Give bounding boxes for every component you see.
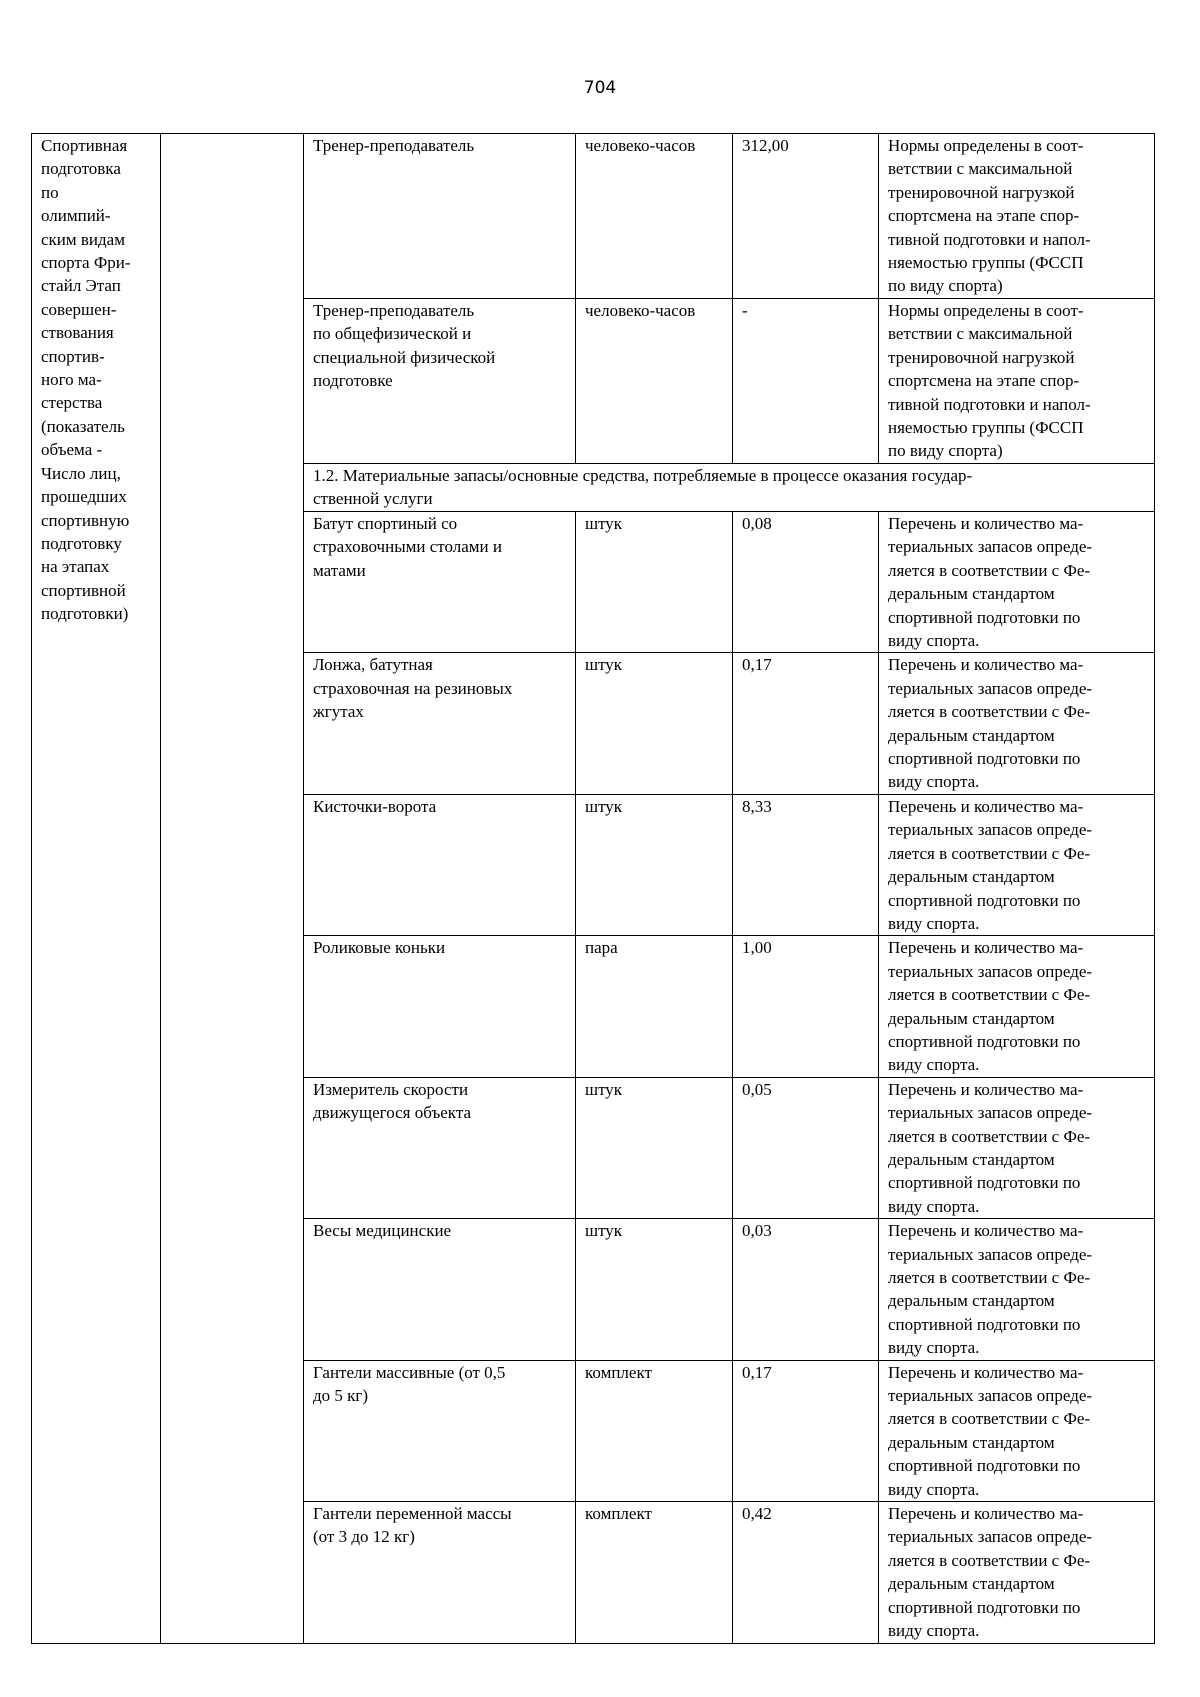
cell-line: Гантели переменной массы bbox=[313, 1504, 512, 1524]
note-cell bbox=[879, 794, 1155, 935]
cell-line: по bbox=[41, 182, 59, 202]
cell-line: стерства bbox=[41, 393, 103, 413]
cell-line: ским видам bbox=[41, 229, 125, 249]
cell-line: тивной подготовки и напол- bbox=[888, 394, 1091, 414]
cell-line: ляется в соответствии с Фе- bbox=[888, 1409, 1091, 1429]
cell-line: териальных запасов опреде- bbox=[888, 1386, 1093, 1406]
cell-line: человеко-часов bbox=[585, 136, 696, 155]
cell-line: ляется в соответствии с Фе- bbox=[888, 1550, 1091, 1570]
cell-line: няемостью группы (ФССП bbox=[888, 418, 1084, 438]
cell-line: деральным стандартом bbox=[888, 725, 1055, 745]
cell-line: прошедших bbox=[41, 487, 127, 507]
cell-line: Перечень и количество ма- bbox=[888, 1221, 1084, 1241]
cell-line: деральным стандартом bbox=[888, 1149, 1055, 1169]
value-cell bbox=[733, 653, 879, 794]
cell-line: спортивной подготовки по bbox=[888, 890, 1081, 910]
cell-line: олимпий- bbox=[41, 206, 111, 226]
cell-line: Гантели массивные (от 0,5 bbox=[313, 1362, 506, 1382]
cell-line: комплект bbox=[585, 1362, 652, 1382]
cell-line: виду спорта. bbox=[888, 1338, 980, 1358]
value-cell bbox=[733, 299, 879, 464]
note-cell bbox=[879, 512, 1155, 653]
unit-cell bbox=[576, 936, 733, 1077]
cell-line: 0,17 bbox=[742, 1362, 772, 1382]
cell-line: териальных запасов опреде- bbox=[888, 537, 1093, 557]
cell-line: тренировочной нагрузкой bbox=[888, 182, 1075, 202]
empty-cell bbox=[161, 134, 304, 1644]
cell-line: до 5 кг) bbox=[313, 1386, 369, 1406]
cell-line: териальных запасов опреде- bbox=[888, 678, 1093, 698]
unit-cell bbox=[576, 1360, 733, 1501]
note-cell bbox=[879, 1077, 1155, 1218]
cell-line: териальных запасов опреде- bbox=[888, 820, 1093, 840]
cell-line: подготовке bbox=[313, 371, 393, 391]
cell-line: ветствии с максимальной bbox=[888, 159, 1073, 179]
cell-line: Тренер-преподаватель bbox=[313, 301, 475, 320]
cell-line: тренировочной нагрузкой bbox=[888, 347, 1075, 367]
section-title-cell bbox=[304, 464, 1155, 512]
cell-line: спортивной подготовки по bbox=[888, 1031, 1081, 1051]
cell-line: штук bbox=[585, 1079, 623, 1099]
table-row bbox=[32, 134, 1155, 299]
cell-line: по общефизической и bbox=[313, 324, 472, 344]
cell-line: деральным стандартом bbox=[888, 867, 1055, 887]
cell-line: Число лиц, bbox=[41, 463, 121, 483]
cell-line: подготовку bbox=[41, 533, 122, 553]
value-cell bbox=[733, 1502, 879, 1643]
cell-line: деральным стандартом bbox=[888, 1432, 1055, 1452]
cell-line: специальной физической bbox=[313, 347, 496, 367]
unit-cell bbox=[576, 653, 733, 794]
cell-line: ляется в соответствии с Фе- bbox=[888, 1268, 1091, 1287]
cell-line: териальных запасов опреде- bbox=[888, 961, 1093, 981]
cell-line: ляется в соответствии с Фе- bbox=[888, 560, 1091, 580]
cell-line: спортив- bbox=[41, 346, 105, 366]
cell-line: ляется в соответствии с Фе- bbox=[888, 985, 1091, 1005]
cell-line: спортивную bbox=[41, 510, 130, 530]
cell-line: Перечень и количество ма- bbox=[888, 796, 1084, 816]
cell-line: 1.2. Материальные запасы/основные средства, потребляемые в процессе оказания государ- bbox=[313, 466, 973, 485]
unit-cell bbox=[576, 1219, 733, 1360]
unit-cell bbox=[576, 1077, 733, 1218]
value-cell bbox=[733, 1219, 879, 1360]
cell-line: 312,00 bbox=[742, 136, 789, 155]
cell-line: спортивной подготовки по bbox=[888, 1456, 1081, 1476]
note-cell bbox=[879, 134, 1155, 299]
cell-line: деральным стандартом bbox=[888, 1008, 1055, 1028]
cell-line: виду спорта. bbox=[888, 1055, 980, 1075]
cell-line: виду спорта. bbox=[888, 1479, 980, 1499]
cell-line: виду спорта. bbox=[888, 1621, 980, 1641]
item-name-cell bbox=[304, 134, 576, 299]
cell-line: на этапах bbox=[41, 557, 110, 577]
item-name-cell bbox=[304, 653, 576, 794]
cell-line: подготовки) bbox=[41, 604, 129, 624]
cell-line: деральным стандартом bbox=[888, 1574, 1055, 1594]
cell-line: спортивной подготовки по bbox=[888, 1597, 1081, 1617]
service-description-cell bbox=[32, 134, 161, 1644]
item-name-cell bbox=[304, 1360, 576, 1501]
cell-line: Нормы определены в соот- bbox=[888, 136, 1084, 155]
item-name-cell bbox=[304, 512, 576, 653]
cell-line: штук bbox=[585, 796, 623, 816]
cell-line: виду спорта. bbox=[888, 631, 980, 651]
cell-line: спортсмена на этапе спор- bbox=[888, 371, 1080, 391]
cell-line: движущегося объекта bbox=[313, 1103, 472, 1123]
cell-line: Перечень и количество ма- bbox=[888, 1362, 1084, 1382]
cell-line: 0,03 bbox=[742, 1221, 772, 1241]
cell-line: виду спорта. bbox=[888, 913, 980, 933]
cell-line: страховочная на резиновых bbox=[313, 678, 513, 698]
unit-cell bbox=[576, 512, 733, 653]
cell-line: человеко-часов bbox=[585, 301, 696, 320]
item-name-cell bbox=[304, 936, 576, 1077]
cell-line: териальных запасов опреде- bbox=[888, 1527, 1093, 1547]
cell-line: 0,17 bbox=[742, 655, 772, 675]
cell-line: объема - bbox=[41, 440, 103, 460]
value-cell bbox=[733, 936, 879, 1077]
cell-line: штук bbox=[585, 1221, 623, 1241]
cell-line: Нормы определены в соот- bbox=[888, 301, 1084, 320]
cell-line: спортивной подготовки по bbox=[888, 607, 1081, 627]
cell-line: спортивной подготовки по bbox=[888, 749, 1081, 769]
norms-table bbox=[31, 133, 1155, 1644]
cell-line: Роликовые коньки bbox=[313, 938, 446, 958]
cell-line: Батут спортиный со bbox=[313, 514, 458, 533]
cell-line: штук bbox=[585, 655, 623, 675]
cell-line: спортивной подготовки по bbox=[888, 1173, 1081, 1193]
cell-line: териальных запасов опреде- bbox=[888, 1103, 1093, 1123]
note-cell bbox=[879, 1360, 1155, 1501]
cell-line: Перечень и количество ма- bbox=[888, 514, 1084, 533]
cell-line: Тренер-преподаватель bbox=[313, 136, 475, 155]
cell-line: Перечень и количество ма- bbox=[888, 1079, 1084, 1099]
cell-line: 0,05 bbox=[742, 1079, 772, 1099]
cell-line: матами bbox=[313, 560, 366, 580]
cell-line: ного ма- bbox=[41, 370, 102, 390]
cell-line: совершен- bbox=[41, 299, 117, 319]
cell-line: виду спорта. bbox=[888, 772, 980, 792]
unit-cell bbox=[576, 1502, 733, 1643]
value-cell bbox=[733, 794, 879, 935]
cell-line: ветствии с максимальной bbox=[888, 324, 1073, 344]
note-cell bbox=[879, 653, 1155, 794]
cell-line: спорта Фри- bbox=[41, 253, 131, 273]
note-cell bbox=[879, 299, 1155, 464]
cell-line: деральным стандартом bbox=[888, 1291, 1055, 1311]
cell-line: штук bbox=[585, 514, 623, 533]
cell-line: Весы медицинские bbox=[313, 1221, 452, 1241]
cell-line: подготовка bbox=[41, 159, 121, 179]
cell-line: - bbox=[742, 301, 748, 320]
value-cell bbox=[733, 1077, 879, 1218]
item-name-cell bbox=[304, 1219, 576, 1360]
cell-line: ляется в соответствии с Фе- bbox=[888, 1126, 1091, 1146]
cell-line: тивной подготовки и напол- bbox=[888, 229, 1091, 249]
cell-line: 8,33 bbox=[742, 796, 772, 816]
cell-line: (от 3 до 12 кг) bbox=[313, 1527, 415, 1547]
item-name-cell bbox=[304, 299, 576, 464]
cell-line: териальных запасов опреде- bbox=[888, 1244, 1093, 1264]
cell-line: Кисточки-ворота bbox=[313, 796, 437, 816]
unit-cell bbox=[576, 134, 733, 299]
cell-line: ляется в соответствии с Фе- bbox=[888, 843, 1091, 863]
cell-line: комплект bbox=[585, 1504, 652, 1524]
cell-line: Перечень и количество ма- bbox=[888, 655, 1084, 675]
cell-line: спортивной подготовки по bbox=[888, 1314, 1081, 1334]
cell-line: по виду спорта) bbox=[888, 441, 1003, 461]
cell-line: 1,00 bbox=[742, 938, 772, 958]
cell-line: виду спорта. bbox=[888, 1196, 980, 1216]
note-cell bbox=[879, 1502, 1155, 1643]
cell-line: Спортивная bbox=[41, 136, 128, 155]
cell-line: спортсмена на этапе спор- bbox=[888, 206, 1080, 226]
cell-line: пара bbox=[585, 938, 618, 958]
cell-line: по виду спорта) bbox=[888, 276, 1003, 296]
value-cell bbox=[733, 512, 879, 653]
cell-line: Измеритель скорости bbox=[313, 1079, 469, 1099]
cell-line: деральным стандартом bbox=[888, 584, 1055, 604]
cell-line: ственной услуги bbox=[313, 489, 433, 509]
cell-line: Перечень и количество ма- bbox=[888, 938, 1084, 958]
cell-line: жгутах bbox=[313, 702, 364, 722]
cell-line: ляется в соответствии с Фе- bbox=[888, 702, 1091, 722]
cell-line: 0,08 bbox=[742, 514, 772, 533]
cell-line: страховочными столами и bbox=[313, 537, 502, 557]
cell-line: 0,42 bbox=[742, 1504, 772, 1524]
cell-line: ствования bbox=[41, 323, 114, 343]
cell-line: няемостью группы (ФССП bbox=[888, 253, 1084, 273]
item-name-cell bbox=[304, 794, 576, 935]
item-name-cell bbox=[304, 1077, 576, 1218]
value-cell bbox=[733, 134, 879, 299]
cell-line: спортивной bbox=[41, 580, 126, 600]
note-cell bbox=[879, 936, 1155, 1077]
value-cell bbox=[733, 1360, 879, 1501]
page-number: 704 bbox=[583, 78, 617, 98]
cell-line: Лонжа, батутная bbox=[313, 655, 433, 675]
unit-cell bbox=[576, 299, 733, 464]
item-name-cell bbox=[304, 1502, 576, 1643]
cell-line: Перечень и количество ма- bbox=[888, 1504, 1084, 1524]
cell-line: стайл Этап bbox=[41, 276, 121, 296]
unit-cell bbox=[576, 794, 733, 935]
note-cell bbox=[879, 1219, 1155, 1360]
cell-line: (показатель bbox=[41, 416, 125, 436]
